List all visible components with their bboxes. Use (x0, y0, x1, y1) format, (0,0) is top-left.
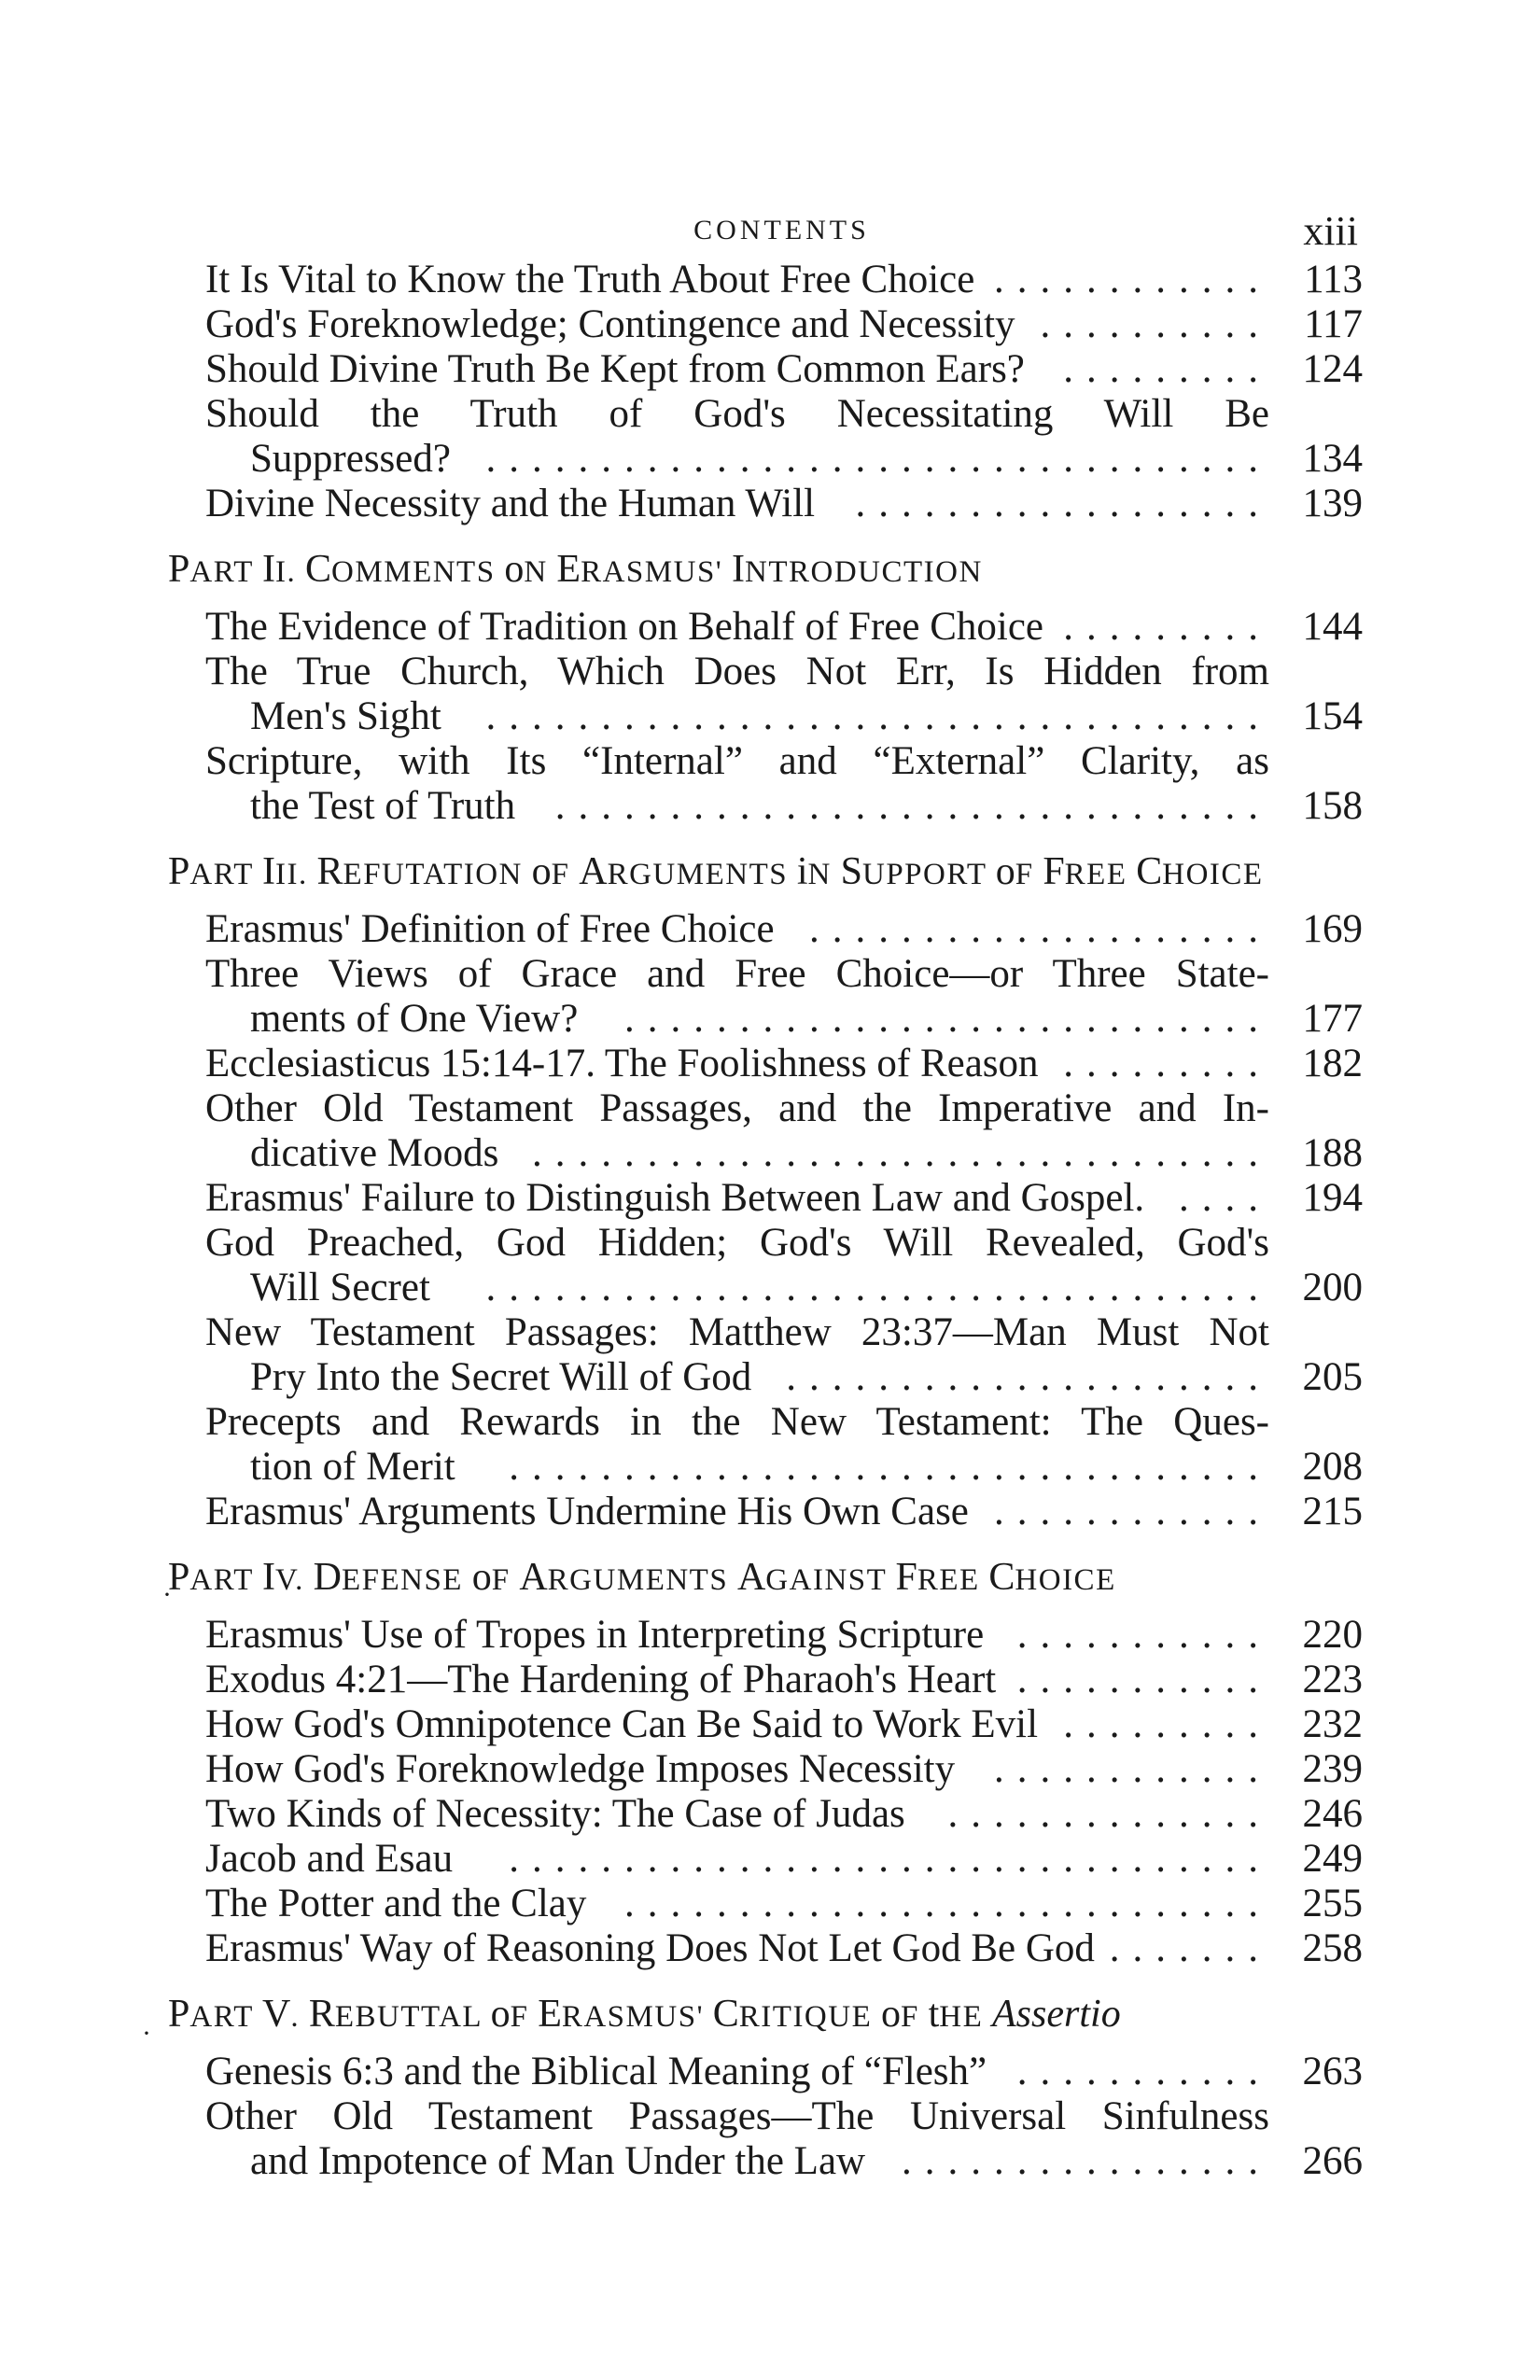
toc-page-number: 215 (1302, 1490, 1363, 1533)
toc-entry-title-line: Scripture, with Its “Internal” and “External” Clarity, as (205, 739, 1269, 783)
stray-mark: · (162, 1579, 172, 1610)
toc-entry[interactable] (205, 482, 1363, 526)
toc-entry[interactable] (205, 1658, 1363, 1702)
toc-entry[interactable] (205, 1490, 1363, 1534)
dot-leader: .............. (947, 1792, 1271, 1836)
toc-entry-title-line: Other Old Testament Passages—The Universal Sinfulness (205, 2094, 1269, 2138)
toc-entry-title-line: Should Divine Truth Be Kept from Common Ears? (205, 347, 1025, 391)
toc-entry-title-line: Should the Truth of God's Necessitating Will Be (205, 392, 1269, 436)
toc-entry[interactable] (205, 739, 1363, 829)
toc-entry[interactable] (205, 1747, 1363, 1792)
running-head-title: CONTENTS (693, 215, 870, 245)
toc-entry[interactable] (205, 302, 1363, 347)
toc-entry[interactable] (205, 2094, 1363, 2184)
toc-entry-title-line: The True Church, Which Does Not Err, Is Hidden from (205, 650, 1269, 693)
dot-leader: ............ (994, 258, 1271, 301)
toc-entry[interactable] (205, 1221, 1363, 1310)
toc-entry-title-line: Suppressed? (250, 437, 451, 481)
dot-leader: .... (1179, 1176, 1271, 1220)
toc-entry[interactable] (205, 1086, 1363, 1176)
dot-leader: ................................. (509, 1837, 1271, 1881)
toc-page-number: 255 (1302, 1882, 1363, 1925)
toc-entry-title-line: Pry Into the Secret Will of God (250, 1355, 752, 1399)
toc-page-number: 249 (1302, 1837, 1363, 1881)
toc-page-number: 154 (1302, 694, 1363, 738)
part-heading: PART IV. DEFENSE oF ARGUMENTS AGAINST FREE CHOICE (168, 1556, 1116, 1599)
toc-entry-title-line: Men's Sight (250, 694, 441, 738)
toc-entry-title-line: How God's Omnipotence Can Be Said to Work Evil (205, 1702, 1039, 1746)
toc-page-number: 266 (1302, 2139, 1363, 2183)
toc-entry[interactable] (205, 650, 1363, 739)
dot-leader: ......... (1063, 1042, 1271, 1085)
toc-page-number: 158 (1302, 784, 1363, 828)
dot-leader: .......... (1040, 302, 1271, 346)
part-heading: PART II. COMMENTS oN ERASMUS' INTRODUCTION (168, 548, 983, 591)
toc-page-number: 232 (1302, 1702, 1363, 1746)
toc-page-number: 223 (1302, 1658, 1363, 1701)
dot-leader: .................................. (485, 437, 1271, 481)
page-number: xiii (1303, 208, 1358, 254)
table-of-contents (168, 258, 1363, 2184)
dot-leader: ............ (994, 1490, 1271, 1533)
toc-entry-title-line: Erasmus' Failure to Distinguish Between Law and Gospel. (205, 1176, 1145, 1220)
dot-leader: ................................. (509, 1445, 1271, 1489)
toc-entry-title-line: tion of Merit (250, 1445, 455, 1489)
toc-page-number: 194 (1302, 1176, 1363, 1220)
toc-entry-title-line: Exodus 4:21—The Hardening of Pharaoh's Heart (205, 1658, 997, 1701)
toc-entry-title-line: Erasmus' Way of Reasoning Does Not Let God Be God (205, 1926, 1095, 1970)
toc-entry-title-line: It Is Vital to Know the Truth About Free Choice (205, 258, 975, 301)
toc-page-number: 169 (1302, 907, 1363, 951)
toc-entry-title-line: New Testament Passages: Matthew 23:37—Man Must Not (205, 1310, 1269, 1354)
toc-page-number: 117 (1304, 302, 1363, 346)
toc-entry[interactable] (205, 1310, 1363, 1400)
toc-page-number: 205 (1302, 1355, 1363, 1399)
dot-leader: ............ (994, 1747, 1271, 1791)
toc-entry[interactable] (205, 347, 1363, 392)
toc-entry-title-line: the Test of Truth (250, 784, 516, 828)
dot-leader: .................................. (485, 1266, 1271, 1309)
toc-entry[interactable] (205, 2050, 1363, 2094)
toc-page-number: 200 (1302, 1266, 1363, 1309)
toc-entry-title-line: Erasmus' Definition of Free Choice (205, 907, 775, 951)
dot-leader: ..................... (786, 1355, 1271, 1399)
toc-entry-title-line: The Potter and the Clay (205, 1882, 587, 1925)
toc-entry-title-line: How God's Foreknowledge Imposes Necessity (205, 1747, 956, 1791)
toc-entry-title-line: Ecclesiasticus 15:14-17. The Foolishness of Reason (205, 1042, 1039, 1085)
toc-entry-title-line: ments of One View? (250, 997, 579, 1041)
toc-entry-title-line: God's Foreknowledge; Contingence and Necessity (205, 302, 1015, 346)
dot-leader: ............................ (624, 1882, 1271, 1925)
toc-page-number: 258 (1302, 1926, 1363, 1970)
toc-entry[interactable] (205, 952, 1363, 1042)
toc-entry-title-line: Jacob and Esau (205, 1837, 454, 1881)
dot-leader: .................. (855, 482, 1271, 525)
toc-entry[interactable] (205, 1882, 1363, 1926)
part-heading: PART III. REFUTATION oF ARGUMENTS iN SUPPORT oF FREE CHOICE (168, 850, 1264, 893)
toc-entry[interactable] (205, 1400, 1363, 1490)
toc-entry-title-line: Erasmus' Arguments Undermine His Own Case (205, 1490, 969, 1533)
dot-leader: .................... (809, 907, 1271, 951)
toc-entry-title-line: God Preached, God Hidden; God's Will Revealed, God's (205, 1221, 1269, 1265)
toc-entry[interactable] (205, 605, 1363, 650)
toc-page-number: 263 (1302, 2050, 1363, 2093)
toc-page-number: 182 (1302, 1042, 1363, 1085)
dot-leader: ............................... (554, 784, 1271, 828)
dot-leader: ......... (1063, 605, 1271, 649)
toc-entry-title-line: Genesis 6:3 and the Biblical Meaning of “Flesh” (205, 2050, 987, 2093)
toc-entry-title-line: Other Old Testament Passages, and the Imperative and In- (205, 1086, 1269, 1130)
running-head (205, 207, 1358, 254)
dot-leader: ......... (1063, 347, 1271, 391)
toc-entry[interactable] (205, 1613, 1363, 1658)
toc-entry[interactable] (205, 1176, 1363, 1221)
toc-entry-title-line: dicative Moods (250, 1131, 499, 1175)
toc-entry[interactable] (205, 258, 1363, 302)
toc-page-number: 246 (1302, 1792, 1363, 1836)
toc-entry[interactable] (205, 392, 1363, 482)
part-heading: PART V. REBUTTAL oF ERASMUS' CRITIQUE oF tHE Assertio (168, 1993, 1121, 2036)
toc-page-number: 177 (1302, 997, 1363, 1041)
dot-leader: ........... (1016, 2050, 1271, 2093)
toc-page-number: 220 (1302, 1613, 1363, 1657)
stray-mark: · (142, 2018, 151, 2049)
toc-page-number: 124 (1302, 347, 1363, 391)
dot-leader: ........... (1016, 1658, 1271, 1701)
dot-leader: ............................ (624, 997, 1271, 1041)
dot-leader: ......... (1063, 1702, 1271, 1746)
toc-entry-title-line: Precepts and Rewards in the New Testament: The Ques- (205, 1400, 1269, 1444)
toc-entry[interactable] (205, 907, 1363, 952)
toc-page-number: 188 (1302, 1131, 1363, 1175)
dot-leader: ....... (1109, 1926, 1271, 1970)
toc-entry[interactable] (205, 1792, 1363, 1837)
dot-leader: ................ (902, 2139, 1271, 2183)
toc-page-number: 208 (1302, 1445, 1363, 1489)
toc-entry-title-line: Three Views of Grace and Free Choice—or Three State- (205, 952, 1269, 996)
toc-entry[interactable] (205, 1702, 1363, 1747)
toc-entry-title-line: and Impotence of Man Under the Law (250, 2139, 866, 2183)
toc-entry[interactable] (205, 1926, 1363, 1971)
toc-entry-title-line: The Evidence of Tradition on Behalf of Free Choice (205, 605, 1044, 649)
dot-leader: ................................ (532, 1131, 1271, 1175)
dot-leader: .................................. (485, 694, 1271, 738)
toc-page-number: 144 (1302, 605, 1363, 649)
toc-page-number: 239 (1302, 1747, 1363, 1791)
toc-entry-title-line: Two Kinds of Necessity: The Case of Judas (205, 1792, 905, 1836)
dot-leader: ........... (1016, 1613, 1271, 1657)
toc-entry-title-line: Erasmus' Use of Tropes in Interpreting Scripture (205, 1613, 985, 1657)
toc-page-number: 139 (1302, 482, 1363, 525)
toc-entry-title-line: Will Secret (250, 1266, 430, 1309)
toc-page-number: 134 (1302, 437, 1363, 481)
toc-entry[interactable] (205, 1837, 1363, 1882)
toc-page-number: 113 (1304, 258, 1363, 301)
toc-entry-title-line: Divine Necessity and the Human Will (205, 482, 816, 525)
toc-entry[interactable] (205, 1042, 1363, 1086)
